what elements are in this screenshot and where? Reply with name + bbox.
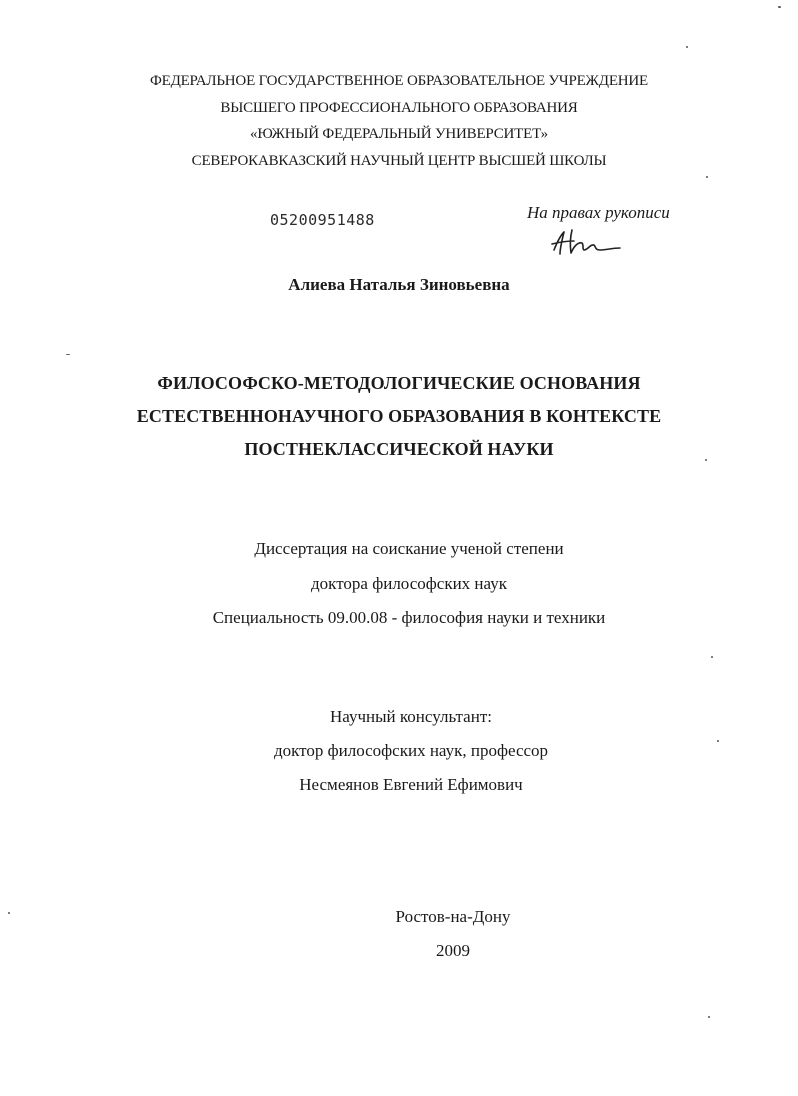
consultant-name: Несмеянов Евгений Ефимович: [299, 775, 523, 794]
signature-image: [548, 226, 628, 260]
institution-line-4: СЕВЕРОКАВКАЗСКИЙ НАУЧНЫЙ ЦЕНТР ВЫСШЕЙ ШКОЛЫ: [191, 153, 607, 169]
year: 2009: [436, 941, 470, 960]
institution-line-2: ВЫСШЕГО ПРОФЕССИОНАЛЬНОГО ОБРАЗОВАНИЯ: [220, 100, 578, 116]
consultant-degree: доктор философских наук, профессор: [273, 741, 549, 760]
scan-speck: [717, 740, 719, 742]
institution-line-1: ФЕДЕРАЛЬНОЕ ГОСУДАРСТВЕННОЕ ОБРАЗОВАТЕЛЬНОЕ УЧРЕЖДЕНИЕ: [149, 73, 649, 89]
title-line-3: ПОСТНЕКЛАССИЧЕСКОЙ НАУКИ: [244, 439, 554, 459]
scan-speck: [8, 912, 10, 914]
place: Ростов-на-Дону: [395, 907, 511, 926]
degree-line-1: Диссертация на соискание ученой степени: [254, 539, 564, 558]
scan-speck: [778, 6, 781, 8]
scan-speck: [711, 656, 713, 658]
degree-line-2: доктора философских наук: [311, 574, 507, 593]
manuscript-rights-label: На правах рукописи: [527, 203, 670, 222]
title-line-2: ЕСТЕСТВЕННОНАУЧНОГО ОБРАЗОВАНИЯ В КОНТЕКСТЕ: [136, 406, 662, 426]
scan-speck: [66, 354, 70, 355]
consultant-label: Научный консультант:: [330, 707, 492, 726]
title-line-1: ФИЛОСОФСКО-МЕТОДОЛОГИЧЕСКИЕ ОСНОВАНИЯ: [157, 373, 641, 393]
scan-speck: [706, 176, 708, 178]
scan-speck: [708, 1016, 710, 1018]
degree-specialty: Специальность 09.00.08 - философия науки и техники: [212, 608, 606, 627]
scan-speck: [686, 46, 688, 48]
catalog-number: 05200951488: [270, 211, 375, 229]
institution-line-3: «ЮЖНЫЙ ФЕДЕРАЛЬНЫЙ УНИВЕРСИТЕТ»: [250, 126, 548, 142]
scan-speck: [705, 459, 707, 461]
author-name: Алиева Наталья Зиновьевна: [288, 275, 510, 294]
